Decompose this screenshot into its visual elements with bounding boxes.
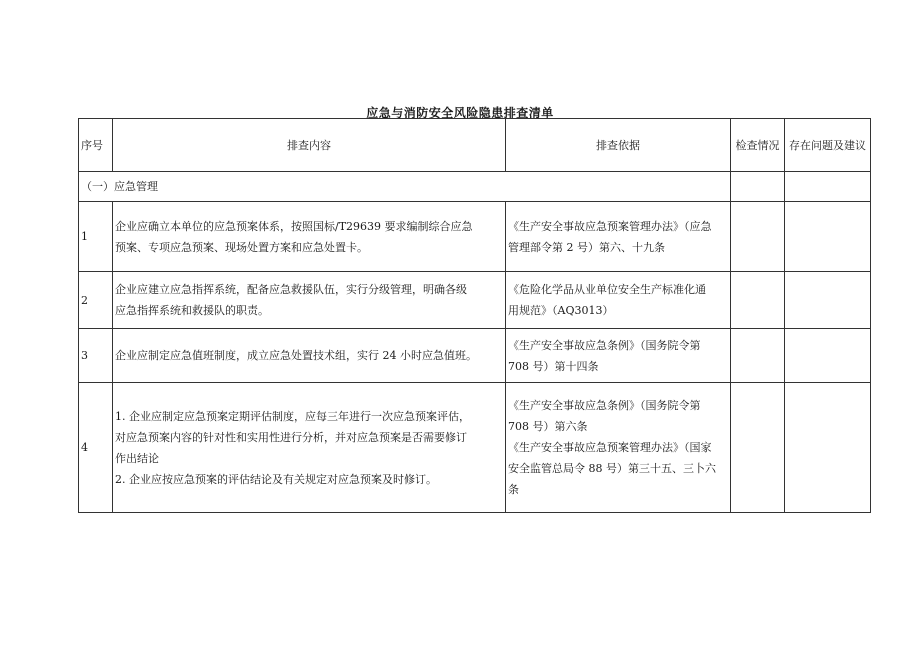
basis-line: 《生产安全事故应急预案管理办法》（应急 bbox=[508, 219, 712, 233]
header-issues: 存在问题及建议 bbox=[785, 119, 871, 172]
table-row bbox=[79, 202, 871, 272]
row-number: 3 bbox=[79, 329, 113, 383]
document-title: 应急与消防安全风险隐患排查清单 bbox=[366, 106, 554, 120]
issues-cell[interactable] bbox=[785, 172, 871, 202]
basis-line: 安全监管总局令 88 号）第三十五、三卜六 bbox=[508, 462, 716, 475]
basis-line: 708 号）第六条 bbox=[508, 420, 588, 433]
row-content bbox=[113, 202, 506, 272]
section-label: （一）应急管理 bbox=[79, 172, 731, 202]
content-line: 企业应制定应急值班制度，成立应急处置技术组，实行 24 小时应急值班。 bbox=[115, 349, 477, 362]
row-content bbox=[113, 329, 506, 383]
header-check: 检查情况 bbox=[731, 119, 785, 172]
content-line: 作出结论 bbox=[115, 451, 159, 465]
issues-cell[interactable] bbox=[785, 272, 871, 329]
row-content bbox=[113, 272, 506, 329]
row-basis bbox=[506, 202, 731, 272]
basis-line: 《生产安全事故应急条例》（国务院令第 bbox=[508, 338, 701, 352]
issues-cell[interactable] bbox=[785, 329, 871, 383]
basis-line: 708 号）第十四条 bbox=[508, 359, 599, 373]
checklist-table bbox=[78, 118, 871, 513]
check-cell[interactable] bbox=[731, 202, 785, 272]
section-row bbox=[79, 172, 871, 202]
header-basis: 排查依据 bbox=[506, 119, 731, 172]
content-line: 企业应确立本单位的应急预案体系，按照国标/T29639 要求编制综合应急 bbox=[115, 219, 473, 233]
issues-cell[interactable] bbox=[785, 202, 871, 272]
row-number: 1 bbox=[79, 202, 113, 272]
basis-line: 《危险化学品从业单位安全生产标准化通 bbox=[508, 283, 706, 296]
table-row bbox=[79, 383, 871, 513]
basis-line: 管理部令第 2 号）第六、十九条 bbox=[508, 240, 665, 254]
row-number: 2 bbox=[79, 272, 113, 329]
header-row bbox=[79, 119, 871, 172]
content-line: 2. 企业应按应急预案的评估结论及有关规定对应急预案及时修订。 bbox=[115, 472, 437, 486]
check-cell[interactable] bbox=[731, 329, 785, 383]
row-number: 4 bbox=[79, 383, 113, 513]
row-basis bbox=[506, 383, 731, 513]
row-basis bbox=[506, 329, 731, 383]
basis-line: 《生产安全事故应急条例》（国务院令第 bbox=[508, 399, 701, 412]
row-content bbox=[113, 383, 506, 513]
basis-line: 条 bbox=[508, 483, 519, 496]
content-line: 对应急预案内容的针对性和实用性进行分析，并对应急预案是否需要修订 bbox=[115, 430, 467, 444]
basis-line: 《生产安全事故应急预案管理办法》（国家 bbox=[508, 441, 712, 454]
content-line: 企业应建立应急指挥系统，配备应急救援队伍，实行分级管理，明确各级 bbox=[115, 283, 467, 296]
basis-line: 用规范》（AQ3013） bbox=[508, 304, 614, 317]
check-cell[interactable] bbox=[731, 383, 785, 513]
content-line: 1. 企业应制定应急预案定期评估制度，应每三年进行一次应急预案评估， bbox=[115, 409, 470, 423]
table-row bbox=[79, 329, 871, 383]
check-cell[interactable] bbox=[731, 272, 785, 329]
content-line: 预案、专项应急预案、现场处置方案和应急处置卡。 bbox=[115, 240, 368, 254]
check-cell[interactable] bbox=[731, 172, 785, 202]
row-basis bbox=[506, 272, 731, 329]
header-content: 排查内容 bbox=[113, 119, 506, 172]
header-no: 序号 bbox=[79, 119, 113, 172]
issues-cell[interactable] bbox=[785, 383, 871, 513]
table-row bbox=[79, 272, 871, 329]
content-line: 应急指挥系统和救援队的职责。 bbox=[115, 304, 269, 317]
